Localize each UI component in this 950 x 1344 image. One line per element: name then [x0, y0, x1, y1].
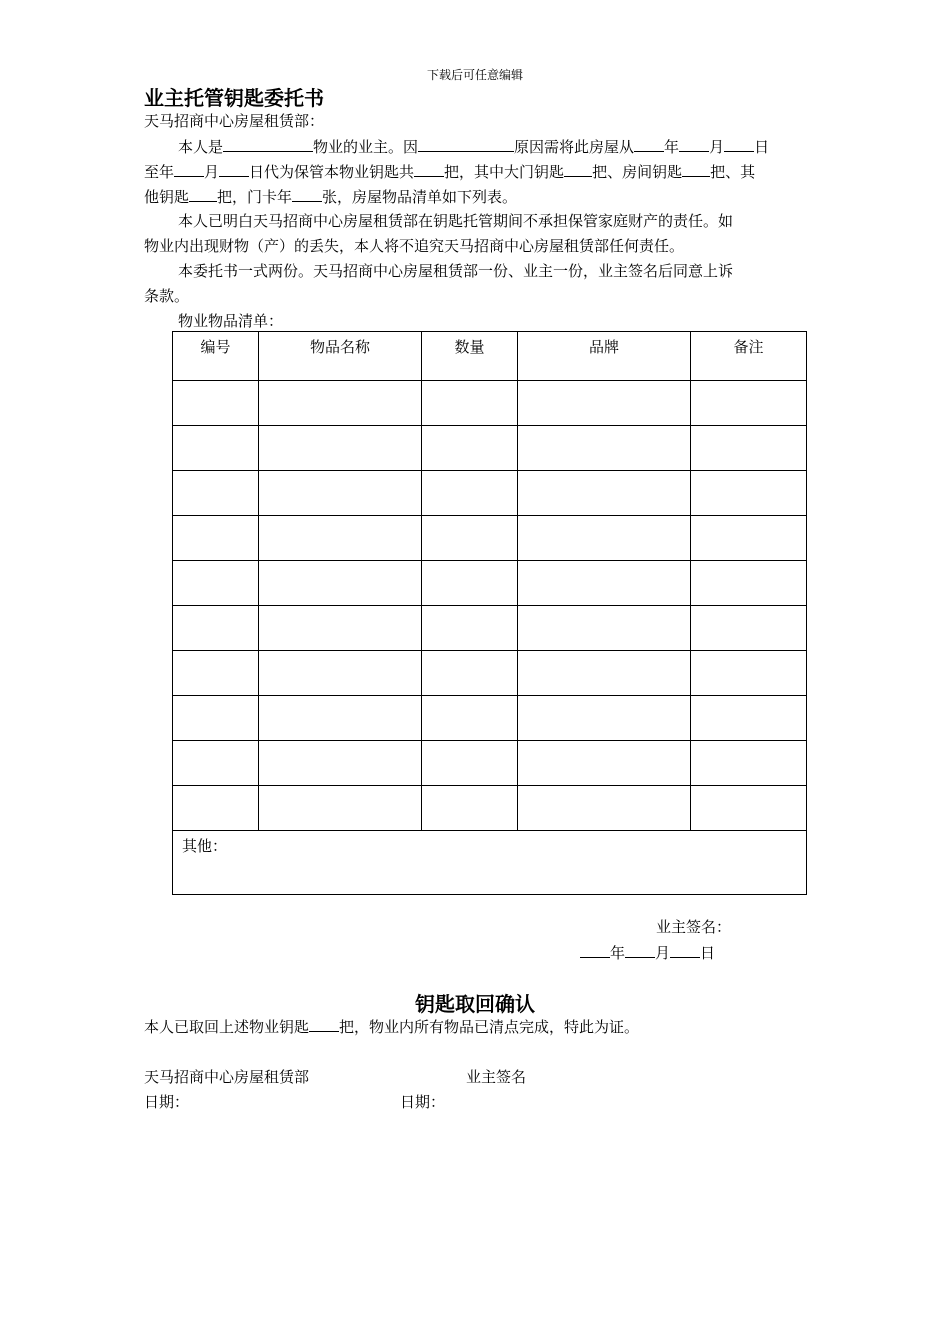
cell-number[interactable] — [173, 696, 259, 741]
cell-quantity[interactable] — [422, 516, 518, 561]
para1-line1 — [178, 136, 769, 157]
owner-signature-label: 业主签名： — [656, 918, 732, 936]
header-remarks: 备注 — [691, 332, 807, 381]
table-row — [173, 741, 807, 786]
blank-reason — [418, 136, 514, 152]
blank-door-cards — [292, 186, 322, 202]
para1-text: 日 — [754, 138, 770, 156]
blank-main-door-keys — [564, 161, 592, 177]
blank-day — [219, 161, 249, 177]
date-month-label: 月 — [655, 944, 671, 962]
cell-item-name[interactable] — [259, 696, 422, 741]
table-row — [173, 651, 807, 696]
para2-line1: 本人已明白天马招商中心房屋租赁部在钥匙托管期间不承担保管家庭财产的责任。如 — [178, 212, 734, 230]
para1-line3 — [144, 186, 517, 207]
cell-item-name[interactable] — [259, 426, 422, 471]
cell-quantity[interactable] — [422, 606, 518, 651]
para1-text: 至年 — [144, 163, 175, 181]
para1-text: 张，房屋物品清单如下列表。 — [322, 188, 518, 206]
para1-text: 月 — [709, 138, 725, 156]
table-row — [173, 471, 807, 516]
blank-key-total — [414, 161, 444, 177]
table-row — [173, 696, 807, 741]
cell-brand[interactable] — [518, 471, 691, 516]
cell-number[interactable] — [173, 786, 259, 831]
cell-brand[interactable] — [518, 651, 691, 696]
cell-remarks[interactable] — [691, 786, 807, 831]
list-label: 物业物品清单： — [178, 312, 284, 330]
cell-item-name[interactable] — [259, 561, 422, 606]
cell-remarks[interactable] — [691, 381, 807, 426]
cell-number[interactable] — [173, 651, 259, 696]
cell-item-name[interactable] — [259, 651, 422, 696]
blank-year — [634, 136, 664, 152]
cell-brand[interactable] — [518, 606, 691, 651]
para1-text: 月 — [204, 163, 220, 181]
para1-text: 把，门卡年 — [217, 188, 293, 206]
date-day-label: 日 — [700, 944, 716, 962]
cell-remarks[interactable] — [691, 516, 807, 561]
confirm-line — [144, 1016, 639, 1037]
table-row — [173, 381, 807, 426]
blank-property — [223, 136, 313, 152]
blank-returned-keys — [309, 1016, 339, 1032]
cell-number[interactable] — [173, 381, 259, 426]
document-title: 业主托管钥匙委托书 — [144, 86, 324, 110]
cell-brand[interactable] — [518, 561, 691, 606]
table-row — [173, 426, 807, 471]
cell-brand[interactable] — [518, 426, 691, 471]
cell-brand[interactable] — [518, 741, 691, 786]
table-row — [173, 786, 807, 831]
date-line — [580, 942, 715, 963]
cell-remarks[interactable] — [691, 426, 807, 471]
cell-item-name[interactable] — [259, 741, 422, 786]
cell-remarks[interactable] — [691, 696, 807, 741]
cell-remarks[interactable] — [691, 606, 807, 651]
cell-remarks[interactable] — [691, 741, 807, 786]
para1-text: 原因需将此房屋从 — [514, 138, 635, 156]
blank-month — [174, 161, 204, 177]
footer-owner-sign: 业主签名 — [466, 1068, 527, 1086]
cell-number[interactable] — [173, 516, 259, 561]
section2-title: 钥匙取回确认 — [415, 992, 535, 1016]
para1-text: 把、其 — [710, 163, 756, 181]
cell-brand[interactable] — [518, 696, 691, 741]
cell-remarks[interactable] — [691, 471, 807, 516]
cell-item-name[interactable] — [259, 606, 422, 651]
footer-date-right: 日期： — [400, 1093, 446, 1111]
cell-brand[interactable] — [518, 786, 691, 831]
blank-month — [679, 136, 709, 152]
items-table — [172, 331, 807, 895]
para1-text: 把，其中大门钥匙 — [444, 163, 565, 181]
footer-date-left: 日期： — [144, 1093, 190, 1111]
table-row — [173, 606, 807, 651]
header-brand: 品牌 — [518, 332, 691, 381]
header-item-name: 物品名称 — [259, 332, 422, 381]
table-header-row — [173, 332, 807, 381]
cell-remarks[interactable] — [691, 651, 807, 696]
cell-remarks[interactable] — [691, 561, 807, 606]
cell-item-name[interactable] — [259, 786, 422, 831]
blank-year — [580, 942, 610, 958]
blank-room-keys — [682, 161, 710, 177]
cell-item-name[interactable] — [259, 516, 422, 561]
cell-number[interactable] — [173, 426, 259, 471]
confirm-text: 把，物业内所有物品已清点完成，特此为证。 — [339, 1018, 640, 1036]
para1-text: 他钥匙 — [144, 188, 190, 206]
blank-month — [625, 942, 655, 958]
para1-text: 日代为保管本物业钥匙共 — [249, 163, 415, 181]
table-row — [173, 561, 807, 606]
footer-dept: 天马招商中心房屋租赁部 — [144, 1068, 310, 1086]
cell-quantity[interactable] — [422, 381, 518, 426]
cell-number[interactable] — [173, 741, 259, 786]
header-number: 编号 — [173, 332, 259, 381]
cell-quantity[interactable] — [422, 696, 518, 741]
para2-line2: 物业内出现财物（产）的丢失，本人将不追究天马招商中心房屋租赁部任何责任。 — [144, 237, 685, 255]
para1-line2 — [144, 161, 755, 182]
date-year-label: 年 — [610, 944, 626, 962]
cell-quantity[interactable] — [422, 471, 518, 516]
blank-day — [670, 942, 700, 958]
table-row — [173, 516, 807, 561]
para1-text: 把、房间钥匙 — [592, 163, 683, 181]
para3-line2: 条款。 — [144, 287, 190, 305]
cell-quantity[interactable] — [422, 426, 518, 471]
cell-quantity[interactable] — [422, 741, 518, 786]
para3-line1: 本委托书一式两份。天马招商中心房屋租赁部一份、业主一份，业主签名后同意上诉 — [178, 262, 734, 280]
cell-number[interactable] — [173, 471, 259, 516]
header-note: 下载后可任意编辑 — [426, 68, 523, 82]
other-cell[interactable] — [173, 831, 807, 895]
para1-text: 年 — [664, 138, 680, 156]
other-label: 其他： — [182, 837, 228, 855]
header-quantity: 数量 — [422, 332, 518, 381]
cell-quantity[interactable] — [422, 786, 518, 831]
cell-quantity[interactable] — [422, 561, 518, 606]
addressee: 天马招商中心房屋租赁部： — [144, 112, 325, 130]
blank-other-keys — [189, 186, 217, 202]
cell-brand[interactable] — [518, 516, 691, 561]
cell-number[interactable] — [173, 606, 259, 651]
other-row — [173, 831, 807, 895]
para1-text: 物业的业主。因 — [313, 138, 419, 156]
cell-brand[interactable] — [518, 381, 691, 426]
confirm-text: 本人已取回上述物业钥匙 — [144, 1018, 310, 1036]
table-body — [173, 381, 807, 831]
cell-quantity[interactable] — [422, 651, 518, 696]
para1-text: 本人是 — [178, 138, 224, 156]
cell-item-name[interactable] — [259, 381, 422, 426]
blank-day — [724, 136, 754, 152]
cell-number[interactable] — [173, 561, 259, 606]
cell-item-name[interactable] — [259, 471, 422, 516]
